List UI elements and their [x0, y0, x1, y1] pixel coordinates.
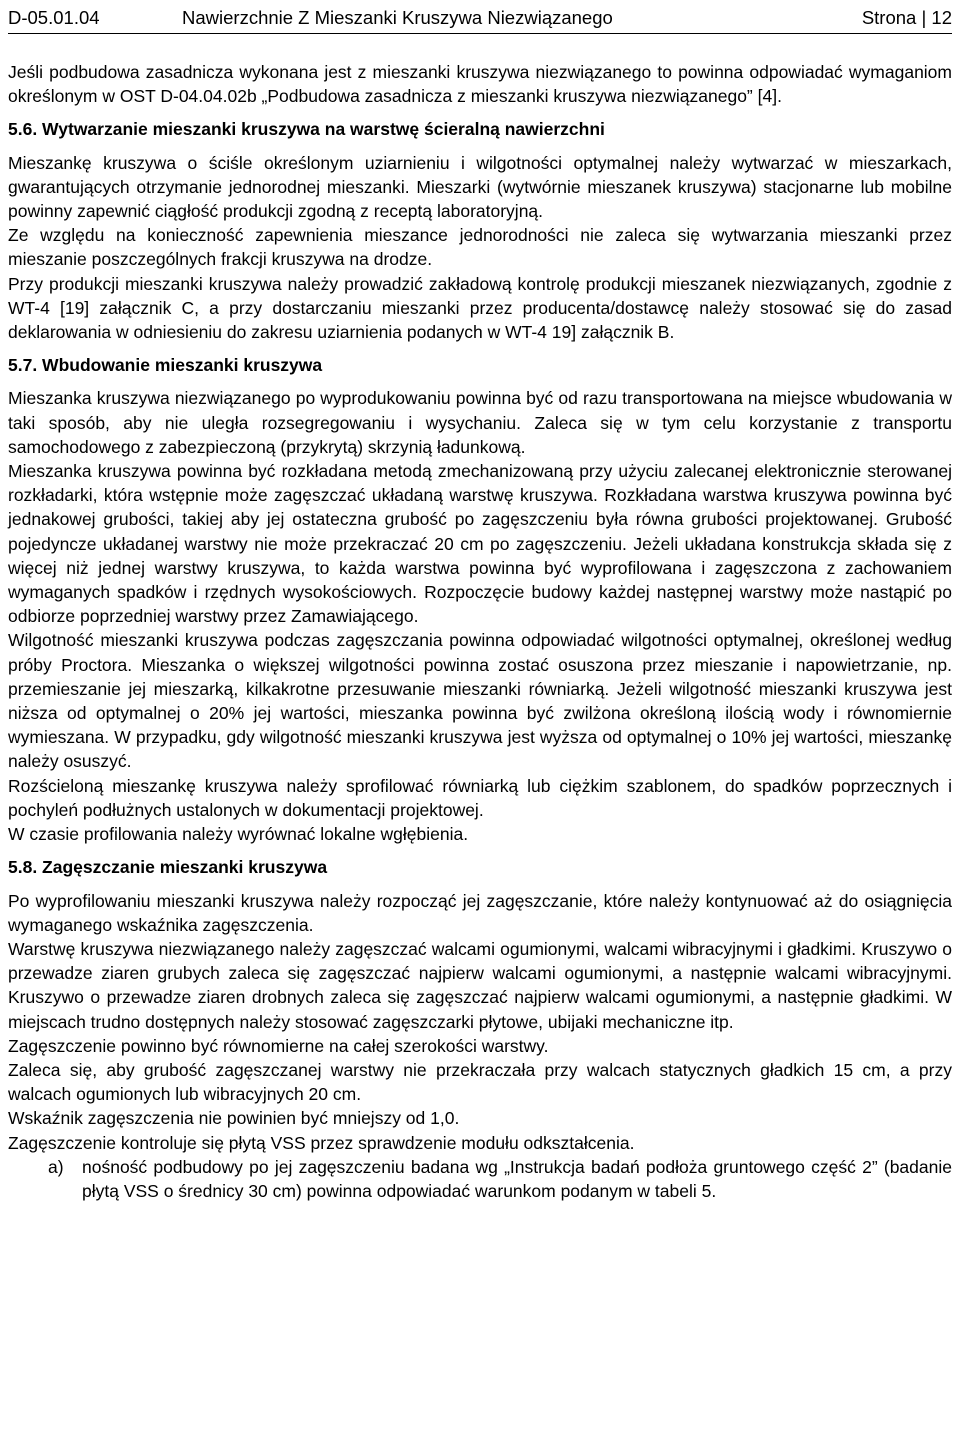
page-label: Strona — [861, 7, 917, 28]
document-code: D-05.01.04 — [8, 7, 100, 28]
section-heading-5-6: 5.6. Wytwarzanie mieszanki kruszywa na warstwę ścieralną nawierzchni — [8, 119, 605, 140]
paragraph: Ze względu na konieczność zapewnienia mieszance jednorodności nie zaleca się wytwarzania mieszanki przez mieszanie poszczególnych frakcji kruszywa na drodze. — [8, 225, 952, 270]
paragraph: Zagęszczenie powinno być równomierne na całej szerokości warstwy. — [8, 1035, 549, 1056]
section-heading-5-8: 5.8. Zagęszczanie mieszanki kruszywa — [8, 857, 328, 878]
page-indicator: Strona | 12 — [861, 7, 952, 28]
list-item — [8, 1155, 952, 1203]
header-rule — [8, 33, 952, 34]
paragraph: Wilgotność mieszanki kruszywa podczas zagęszczania powinna odpowiadać wilgotności optymalnej, określonej według próby Proctora. Mieszanka o większej wilgotności powinna zostać osuszona przez mieszanie i napowietrzanie, np. przemieszanie jej mieszarką, kilkakrotne przesuwanie mieszanki równiarką. Jeżeli wilgotność mieszanki kruszywa jest niższa od optymalnej o 20% jej wartości, mieszanka powinna być zwilżona określoną ilością wody i równomiernie wymieszana. W przypadku, gdy wilgotność mieszanki kruszywa jest wyższa od optymalnej o 10% jej wartości, mieszankę należy osuszyć. — [8, 630, 952, 772]
list-marker: a) — [48, 1156, 64, 1177]
paragraph: Zagęszczenie kontroluje się płytą VSS przez sprawdzenie modułu odkształcenia. — [8, 1132, 635, 1153]
paragraph: Zaleca się, aby grubość zagęszczanej warstwy nie przekraczała przy walcach statycznych gładkich 15 cm, a przy walcach ogumionych lub wibracyjnych 20 cm. — [8, 1059, 952, 1105]
paragraph: Warstwę kruszywa niezwiązanego należy zagęszczać walcami ogumionymi, walcami wibracyjnymi i gładkimi. Kruszywo o przewadze ziaren grubych zaleca się zagęszczać najpierw walcami ogumionymi, a następnie walcami wibracyjnymi. Kruszywo o przewadze ziaren drobnych zaleca się zagęszczać najpierw walcami ogumionymi, a następnie gładkimi. W miejscach trudno dostępnych należy stosować zagęszczarki płytowe, ubijaki mechaniczne itp. — [8, 938, 952, 1032]
paragraph: Wskaźnik zagęszczenia nie powinien być mniejszy od 1,0. — [8, 1108, 460, 1129]
page-number: 12 — [931, 7, 952, 28]
list-item-text: nośność podbudowy po jej zagęszczeniu badana wg „Instrukcja badań podłoża gruntowego część 2” (badanie płytą VSS o średnicy 30 cm) powinna odpowiadać warunkom podanym w tabeli 5. — [82, 1156, 952, 1201]
intro-paragraph: Jeśli podbudowa zasadnicza wykonana jest z mieszanki kruszywa niezwiązanego to powinna odpowiadać wymaganiom określonym w OST D-04.04.02b „Podbudowa zasadnicza z mieszanki kruszywa niezwiązanego” [4]. — [8, 62, 952, 107]
document-body — [8, 60, 952, 1203]
document-title: Nawierzchnie Z Mieszanki Kruszywa Niezwiązanego — [182, 7, 613, 28]
paragraph: Rozścieloną mieszankę kruszywa należy sprofilować równiarką lub ciężkim szablonem, do spadków poprzecznych i pochyleń podłużnych ustalonych w dokumentacji projektowej. — [8, 775, 952, 820]
paragraph: Mieszanka kruszywa niezwiązanego po wyprodukowaniu powinna być od razu transportowana na miejsce wbudowania w taki sposób, aby nie uległa rozsegregowaniu i wysychaniu. Zaleca się w tym celu korzystanie z transportu samochodowego z zabezpieczoną (przykrytą) skrzynią ładunkową. — [8, 388, 952, 457]
paragraph: Mieszanka kruszywa powinna być rozkładana metodą zmechanizowaną przy użyciu zalecanej elektronicznie sterowanej rozkładarki, która wstępnie może zagęszczać układaną warstwę kruszywa. Rozkładana warstwa kruszywa powinna być jednakowej grubości, takiej aby jej ostateczna grubość po zagęszczeniu była równa grubości projektowanej. Grubość pojedyncze układanej warstwy nie może przekraczać 20 cm po zagęszczeniu. Jeżeli układana konstrukcja składa się z więcej niż jednej warstwy kruszywa, to każda warstwa powinna być wyprofilowana i zagęszczona z zachowaniem wymaganych spadków i rzędnych wysokościowych. Rozpoczęcie budowy każdej następnej warstwy może nastąpić po odbiorze poprzedniej warstwy przez Zamawiającego. — [8, 461, 952, 627]
section-heading-5-7: 5.7. Wbudowanie mieszanki kruszywa — [8, 355, 323, 376]
page-header — [8, 6, 952, 32]
paragraph: W czasie profilowania należy wyrównać lokalne wgłębienia. — [8, 824, 469, 845]
paragraph: Przy produkcji mieszanki kruszywa należy prowadzić zakładową kontrolę produkcji mieszanek niezwiązanych, zgodnie z WT-4 [19] załącznik C, a przy dostarczaniu mieszanki przez producenta/dostawcę należy stosować się do zasad deklarowania w odniesieniu do zakresu uziarnienia podanych w WT-4 19] załącznik B. — [8, 273, 952, 343]
paragraph: Po wyprofilowaniu mieszanki kruszywa należy rozpocząć jej zagęszczanie, które należy kontynuować aż do osiągnięcia wymaganego wskaźnika zagęszczenia. — [8, 890, 952, 935]
paragraph: Mieszankę kruszywa o ściśle określonym uziarnieniu i wilgotności optymalnej należy wytwarzać w mieszarkach, gwarantujących otrzymanie jednorodnej mieszanki. Mieszarki (wytwórnie mieszanek kruszywa) stacjonarne lub mobilne powinny zapewnić ciągłość produkcji zgodną z receptą laboratoryjną. — [8, 152, 952, 222]
